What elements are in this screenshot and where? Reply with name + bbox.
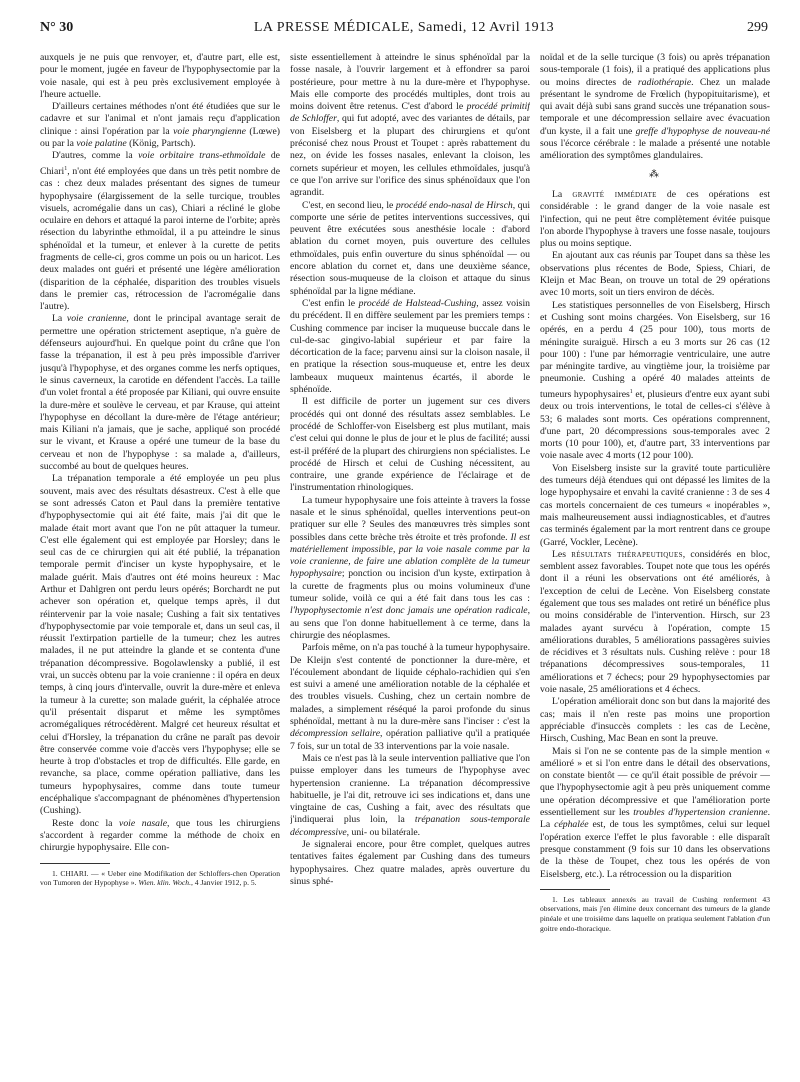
footnote: 1. CHIARI. — « Ueber eine Modifikation der Schloffers-chen Operation von Tumoren der Hypophyse ». Wien. klin. Woch., 4 Janvier 1912, p. 5. bbox=[40, 868, 280, 888]
paragraph: Reste donc la voie nasale, que tous les chirurgiens s'accordent à regarder comme la méthode de choix en chirurgie hypophysaire. Elle con- bbox=[40, 817, 280, 854]
paragraph: Les résultats thérapeutiques, considérés en bloc, semblent assez favorables. Toupet note que tous les opérés dont il a réuni les observations ont été améliorés, à l'exception de celui de Lecène. Von Eiselsberg constate également que tous ses malades ont retiré un bénéfice plus ou moins considérable de l'intervention. Hirsch, sur 23 malades ayant survécu à l'opération, compte 15 améliorations durables, 5 améliorations passagères suivies de récidives et 3 résultats nuls. Cushing relève : pour 18 trépanations décompressives sous-temporales, 11 améliorations et 7 échecs; pour 29 hypophysectomies par voie nasale, 25 améliorations et 4 échecs. bbox=[540, 548, 770, 696]
paragraph: Mais si l'on ne se contente pas de la simple mention « amélioré » et si l'on entre dans le détail des observations, on constate bientôt — ce qu'il était possible de prévoir — que l'hypophysectomie agit à peu près uniquement comme une opération décompressive et que l'amélioration porte essentiellement sur les troubles d'hypertension cranienne. La céphalée est, de tous les symptômes, celui sur lequel l'opération exerce l'effet le plus favorable : elle disparaît presque constamment (9 fois sur 10 dans les observations de la thèse de Toupet, chez tous les opérés de von Eiselsberg, etc.). La rétrocession ou la disparition bbox=[540, 745, 770, 880]
footnote-ref: 1 bbox=[629, 388, 633, 395]
issue-number: N° 30 bbox=[40, 20, 74, 35]
paragraph: Il est difficile de porter un jugement sur ces divers procédés qui ont donné des résultats assez semblables. Le procédé de Schloffer-von Eiselsberg est plus mutilant, mais c'est celui qui donne le plus de jour et le plus de facilité; aussi est-il préféré de la plupart des chirurgiens non spécialistes. Le procédé de Hirsch et celui de Cushing nécessitent, au contraire, une grande expérience de l'éclairage et de l'instrumentation rhinologiques. bbox=[290, 396, 530, 494]
paragraph: La gravité immédiate de ces opérations est considérable : le grand danger de la voie nasale est l'infection, qui ne peut être complètement évitée puisque l'on aborde l'hypophyse à travers une fosse nasale, toujours plus ou moins septique. bbox=[540, 188, 770, 250]
paragraph: siste essentiellement à atteindre le sinus sphénoïdal par la fosse nasale, à l'ouvrir largement et à effondrer sa paroi postérieure, pour mettre à nu la dure-mère et l'hypophyse. Mais elle comporte des procédés multiples, dont trois au moins doivent être retenus. C'est d'abord le procédé primitif de Schloffer, qui fut adopté, avec des variantes de détails, par von Eiselsberg et la plupart des chirurgiens et qu'ont préconisé chez nous Proust et Toupet : après rabattement du nez, on évide les fosses nasales, enlevant la cloison, les cornets supérieur et moyen, les cellules ethmoïdales, jusqu'à ce que l'on arrive sur l'orifice des sinus sphénoïdaux que l'on agrandit. bbox=[290, 52, 530, 199]
footnote-ref: 1 bbox=[64, 165, 68, 172]
paragraph: La voie cranienne, dont le principal avantage serait de permettre une opération strictement aseptique, n'a guère de défenseurs aujourd'hui. En quelque point du crâne que l'on fasse la trépanation, il est à peu près impossible d'arriver jusqu'à l'hypophyse, et des organes comme les nerfs optiques, le sinus caverneux, la carotide en défendent l'accès. La taille d'un volet frontal a été proposée par Kiliani, qui ouvre ensuite la dure-mère et soulève le cerveau, et par Krause, qui atteint l'hypophyse en décollant la dure-mère de l'étage antérieur; mais Kiliani n'a jamais, que je sache, appliqué son procédé sur le vivant, et Krause a opéré une tumeur de la base du cerveau et non de l'hypophyse : sa malade a, d'ailleurs, succombé au bout de quelques heures. bbox=[40, 313, 280, 473]
paragraph: D'autres, comme la voie orbitaire trans-ethmoïdale de Chiari$^1$, n'ont été employées que dans un très petit nombre de cas : chez deux malades présentant des signes de tumeur hypophysaire (élargissement de la selle turcique, troubles visuels, acromégalie dans un cas), Chiari a récliné le globe oculaire en dehors et attaqué la paroi interne de l'orbite; après résection du labyrinthe ethmoïdal, il a pu atteindre le sinus sphénoïdal et la tumeur, et enlever à la curette de petits fragments de celle-ci, gros comme un pois ou un haricot. Les deux malades ont guéri et présenté une légère amélioration (disparition de la céphalée, disparition des troubles visuels dans le premier cas, rétrocession de l'acromégalie dans l'autre). bbox=[40, 150, 280, 313]
paragraph: Von Eiselsberg insiste sur la gravité toute particulière des tumeurs déjà étendues qui ont dépassé les limites de la loge hypophysaire et envahi la cavité cranienne : 3 de ses 4 cas mortels concernaient de ces tumeurs « inopérables », mais malheureusement aussi indiagnosticables, et d'autres cas terminés également par la mort rentrent dans ce groupe (Garré, Vockler, Lecène). bbox=[540, 462, 770, 548]
paragraph: Je signalerai encore, pour être complet, quelques autres tentatives faites également par Cushing dans des tumeurs hypophysaires. Chez quatre malades, après ouverture du sinus sphé- bbox=[290, 839, 530, 887]
footnote: 1. Les tableaux annexés au travail de Cushing renferment 43 observations, mais j'en élimine deux concernant des tumeurs de la glande pinéale et une troisième dans laquelle on pratiqua seulement l'ablation d'un goitre endo-thoracique. bbox=[540, 894, 770, 933]
page-number: 299 bbox=[747, 20, 768, 35]
paragraph: La tumeur hypophysaire une fois atteinte à travers la fosse nasale et le sinus sphénoïdal, quelles interventions peut-on pratiquer sur elle ? Seules des manœuvres très simples sont possibles dans cette brèche très étroite et très profonde. Il est matériellement impossible, par la voie nasale comme par la voie cranienne, de faire une ablation complète de la tumeur hypophysaire; ponction ou incision d'un kyste, extirpation à la curette de fragments plus ou moins volumineux d'une tumeur solide, voilà ce qui a été fait dans tous les cas : l'hypophysectomie n'est donc jamais une opération radicale, au sens que l'on donne habituellement à ce terme, dans la chirurgie des néoplasmes. bbox=[290, 494, 530, 641]
paragraph: Les statistiques personnelles de von Eiselsberg, Hirsch et Cushing sont moins chargées. Von Eiselsberg, sur 16 opérés, en a perdu 4 (25 pour 100), tous morts de méningite suraiguë. Hirsch a eu 3 morts sur 26 cas (12 pour 100) : l'une par hémorragie ventriculaire, une autre par méningite tardive, au vingtième jour, la troisième par pneumonie. Cushing a opéré 40 malades atteints de tumeurs hypophysaires$^1$ et, plusieurs d'entre eux ayant subi deux ou trois interventions, le total de celles-ci s'élève à 53; 6 malades sont morts. Ces opérations comprennent, d'une part, 20 décompressions sous-temporales avec 2 morts (10 pour 100), et, d'autre part, 33 interventions par voie nasale avec 4 morts (12 pour 100). bbox=[540, 299, 770, 462]
section-separator: ⁂ bbox=[649, 168, 661, 180]
paragraph: C'est enfin le procédé de Halstead-Cushing, assez voisin du précédent. Il en diffère seulement par les premiers temps : Cushing commence par inciser la muqueuse buccale dans le cul-de-sac gingivo-labial supérieur et par faire la décortication de la face; parvenu ainsi sur la cloison nasale, il en pratique la résection sous-muqueuse et, entre les deux lambeaux muqueux maintenus écartés, il aborde le sphénoïde. bbox=[290, 297, 530, 396]
footnote-divider bbox=[540, 889, 610, 890]
page-header bbox=[40, 20, 768, 38]
column-2 bbox=[290, 52, 530, 1062]
paragraph: Mais ce n'est pas là la seule intervention palliative que l'on puisse employer dans les tumeurs de l'hypophyse avec hypertension cranienne. La trépanation décompressive habituelle, je l'ai dit, retrouve ici ses indications et, dans une vingtaine de cas, Cushing a fait, avec des résultats que j'indiquerai plus loin, la trépanation sous-temporale décompressive, uni- ou bilatérale. bbox=[290, 752, 530, 838]
column-3 bbox=[540, 52, 770, 1062]
paragraph: L'opération améliorait donc son but dans la majorité des cas; mais il n'en reste pas moins une proportion appréciable d'insuccès complets : les cas de Lecène, Hirsch, Cushing, Mac Bean en sont la preuve. bbox=[540, 696, 770, 745]
paragraph: En ajoutant aux cas réunis par Toupet dans sa thèse les observations plus récentes de Bode, Spiess, Chiari, de Kleijn et Mac Bean, on trouve un total de 29 opérations avec 10 morts, soit un tiers environ de décès. bbox=[540, 250, 770, 299]
column-1 bbox=[40, 52, 280, 1062]
paragraph: La trépanation temporale a été employée un peu plus souvent, mais avec des résultats désastreux. C'est à elle que se sont adressés Caton et Paul dans la première tentative d'hypophysectomie qui ait été faite, mais j'ai dit que le malade était mort avant que l'on ne pût attaquer la tumeur. C'est elle également qui est employée par Horsley; dans le seul cas de ce chirurgien qui ait été publié, la trépanation temporale permit d'inciser un kyste hypophysaire, et le malade guérit. Mais d'autres ont été moins heureux : Mac Arthur et Dahlgren ont perdu leurs opérés; Borchardt ne put achever son opération et, quelque temps après, il dut réintervenir par la voie nasale; Cushing a fait six tentatives d'hypophysectomie par voie temporale et, dans un seul cas, il réussit l'extirpation partielle de la tumeur; chez les autres malades, il ne put atteindre la glande et se contenta d'une trépanation décompressive. Bogolawlensky a publié, il est vrai, un succès obtenu par la voie cranienne : il opéra en deux temps, à cinq jours d'intervalle, ouvrit la dure-mère et enleva la tumeur à la curette; son malade guérit, la céphalée atroce qu'il présentait disparut et même les symptômes acromégaliques rétrocédèrent. Malgré cet heureux résultat et celui d'Horsley, la trépanation du crâne ne paraît pas devoir être conservée comme voie d'accès vers l'hypophyse; elle se heurte à trop d'obstacles et trop de difficultés. Elle garde, en revanche, sa place, comme opération palliative, dans les tumeurs hypophysaires, comme dans toute tumeur encéphalique s'accompagnant de phénomènes d'hypertension (Cushing). bbox=[40, 473, 280, 817]
paragraph: Parfois même, on n'a pas touché à la tumeur hypophysaire. De Kleijn s'est contenté de ponctionner la dure-mère, et l'écoulement abondant de liquide céphalo-rachidien qui s'en est suivi a amené une amélioration notable de la céphalée et des troubles visuels. Cushing, chez un certain nombre de malades, a simplement réséqué la paroi profonde du sinus sphénoïdal, mettant à nu la dure-mère sans l'inciser : c'est la décompression sellaire, opération palliative qu'il a pratiquée 7 fois, sur un total de 33 interventions par la voie nasale. bbox=[290, 642, 530, 752]
paragraph: auxquels je ne puis que renvoyer, et, d'autre part, elle est, pour le moment, jugée en faveur de l'hypophysectomie par la voie nasale, qui est à peu près exclusivement employée à l'heure actuelle. bbox=[40, 52, 280, 100]
paragraph: C'est, en second lieu, le procédé endo-nasal de Hirsch, qui comporte une série de petites interventions successives, qui peuvent être exécutées sous anesthésie locale : d'abord ablation du cornet moyen, puis ouverture des cellules ethmoïdales, puis enfin ouverture du sinus sphénoïdal — ou encore ablation du cornet et, dans une deuxième séance, résection sous-muqueuse de la cloison et attaque du sinus sphénoïdal par la ligne médiane. bbox=[290, 199, 530, 297]
journal-title: LA PRESSE MÉDICALE, Samedi, 12 Avril 1913 bbox=[253, 20, 555, 35]
paragraph: D'ailleurs certaines méthodes n'ont été étudiées que sur le cadavre et sur l'animal et n'ont jamais reçu d'application clinique : ainsi l'opération par la voie pharyngienne (Lœwe) ou par la voie palatine (König, Partsch). bbox=[40, 101, 280, 150]
footnote-divider bbox=[40, 863, 110, 864]
paragraph: noïdal et de la selle turcique (3 fois) ou après trépanation sous-temporale (1 fois), il a pratiqué des applications plus ou moins directes de radiothérapie. Chez un malade présentant le syndrome de Frœlich (hypopituitarisme), et qui avait déjà subi sans grand succès une trépanation sous-temporale et une décompression sellaire avec évacuation d'un kyste, il a fait une greffe d'hypophyse de nouveau-né sous l'écorce cérébrale : le malade a présenté une notable amélioration des symptômes glandulaires. bbox=[540, 52, 770, 162]
